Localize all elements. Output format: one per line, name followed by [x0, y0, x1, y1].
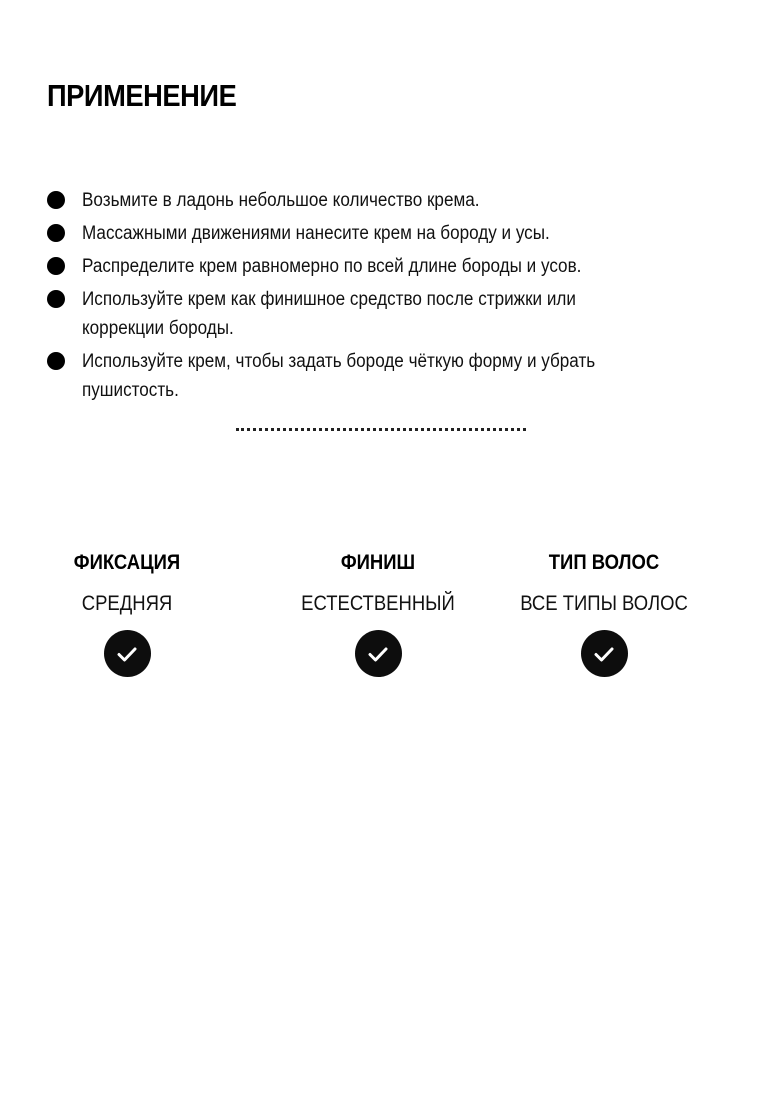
product-features: [0, 548, 762, 688]
usage-item-text: Массажными движениями нанесите крем на бороду и усы.: [82, 223, 550, 244]
usage-item-text: Используйте крем как финишное средство после стрижки или коррекции бороды.: [82, 289, 576, 339]
bullet-dot-icon: [47, 290, 65, 308]
bullet-dot-icon: [47, 191, 65, 209]
usage-item: [47, 186, 737, 215]
feature-label: ФИКСАЦИЯ: [73, 551, 181, 574]
feature-hold: [17, 548, 237, 677]
usage-item: [47, 285, 737, 343]
bullet-dot-icon: [47, 352, 65, 370]
feature-value: ЕСТЕСТВЕННЫЙ: [301, 592, 455, 615]
feature-value: СРЕДНЯЯ: [81, 592, 173, 615]
usage-instructions-list: [47, 186, 737, 409]
usage-item-text: Используйте крем, чтобы задать бороде чёткую форму и убрать пушистость.: [82, 351, 596, 401]
usage-item: [47, 252, 737, 281]
usage-item-text: Распределите крем равномерно по всей длине бороды и усов.: [82, 256, 582, 277]
dotted-divider: [236, 428, 526, 431]
check-icon: [104, 630, 151, 677]
feature-label: ТИП ВОЛОС: [548, 551, 660, 574]
feature-hair-type: [494, 548, 714, 677]
feature-label: ФИНИШ: [340, 551, 416, 574]
feature-finish: [268, 548, 488, 677]
feature-value: ВСЕ ТИПЫ ВОЛОС: [520, 592, 688, 615]
check-icon: [581, 630, 628, 677]
check-icon: [355, 630, 402, 677]
bullet-dot-icon: [47, 224, 65, 242]
usage-item-text: Возьмите в ладонь небольшое количество крема.: [82, 190, 480, 211]
page-title: ПРИМЕНЕНИЕ: [47, 78, 237, 113]
usage-item: [47, 219, 737, 248]
usage-item: [47, 347, 737, 405]
bullet-dot-icon: [47, 257, 65, 275]
